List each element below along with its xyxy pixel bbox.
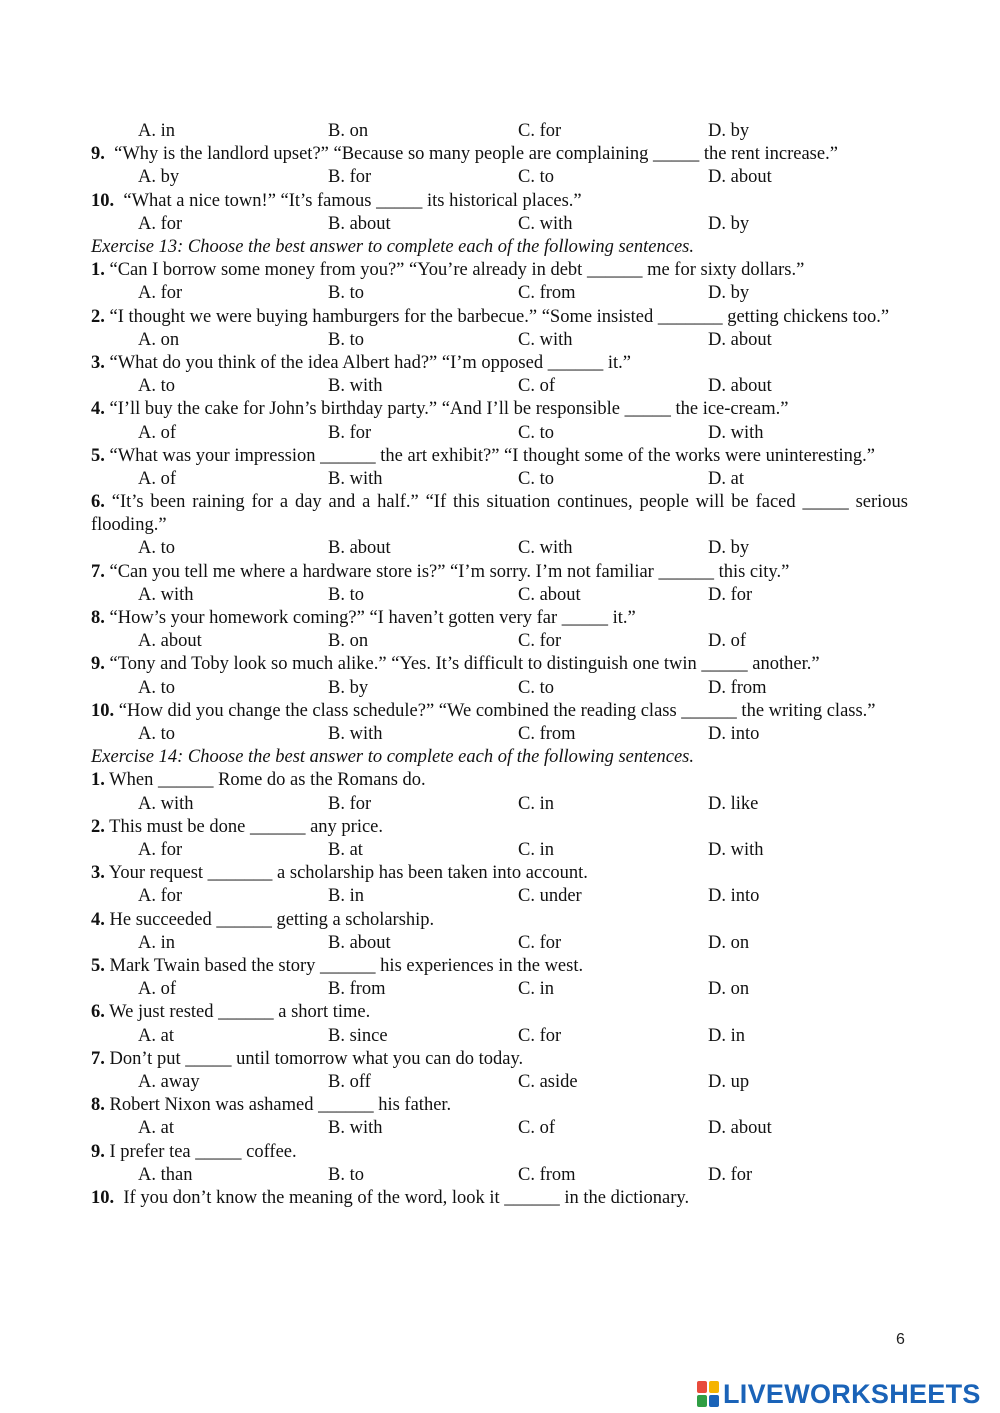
option-c[interactable]: C. to	[518, 167, 554, 188]
option-b[interactable]: B. for	[328, 793, 372, 814]
option-b[interactable]: B. with	[328, 468, 383, 489]
options-row	[91, 1071, 908, 1094]
option-d[interactable]: D. of	[708, 631, 747, 652]
question-text: “Why is the landlord upset?” “Because so many people are complaining _____ the rent increase.”	[114, 144, 838, 165]
question	[91, 352, 908, 398]
question-number: 4.	[91, 399, 105, 420]
option-c[interactable]: C. from	[518, 724, 576, 745]
option-a[interactable]: A. in	[138, 932, 175, 953]
question-text: I prefer tea _____ coffee.	[109, 1141, 297, 1162]
options-row	[91, 1117, 908, 1140]
option-b[interactable]: B. with	[328, 1118, 383, 1139]
question	[91, 769, 908, 815]
question	[91, 909, 908, 955]
option-d[interactable]: D. with	[708, 422, 764, 443]
option-a[interactable]: A. for	[138, 886, 183, 907]
option-a[interactable]: A. of	[138, 422, 177, 443]
question	[91, 190, 908, 236]
question	[91, 653, 908, 699]
question-text: “Can I borrow some money from you?” “You’re already in debt ______ me for sixty dollars.”	[109, 260, 805, 281]
option-b[interactable]: B. about	[328, 538, 391, 559]
exercise-13-questions	[91, 259, 908, 746]
option-a[interactable]: A. than	[138, 1164, 193, 1185]
question-number: 5.	[91, 445, 105, 466]
option-d[interactable]: D. up	[708, 1071, 750, 1092]
options-row	[91, 885, 908, 908]
option-c[interactable]: C. for	[518, 1025, 562, 1046]
question-text: If you don’t know the meaning of the word, look it ______ in the dictionary.	[123, 1187, 690, 1208]
options-row	[91, 932, 908, 955]
question-number: 6.	[91, 1002, 105, 1023]
option-d[interactable]: D. like	[708, 793, 759, 814]
options-row	[91, 677, 908, 700]
option-c[interactable]: C. with	[518, 213, 573, 234]
option-a[interactable]: A. to	[138, 538, 175, 559]
option-b[interactable]: B. with	[328, 724, 383, 745]
option-a[interactable]: A. by	[138, 167, 180, 188]
option-c[interactable]: C. of	[518, 1118, 555, 1139]
option-b[interactable]: B. for	[328, 422, 372, 443]
exercise-13-title: Exercise 13: Choose the best answer to complete each of the following sentences.	[91, 236, 694, 257]
question	[91, 955, 908, 1001]
option-c[interactable]: C. for	[518, 121, 562, 141]
options-row	[91, 422, 908, 445]
question	[91, 607, 908, 653]
options-row	[91, 375, 908, 398]
exercise-14-questions	[91, 769, 908, 1210]
question	[91, 491, 908, 561]
liveworksheets-logo[interactable]	[697, 1379, 981, 1409]
option-b[interactable]: B. about	[328, 213, 391, 234]
option-a[interactable]: A. of	[138, 468, 177, 489]
option-b[interactable]: B. to	[328, 329, 364, 350]
logo-square-2	[709, 1381, 719, 1393]
option-d[interactable]: D. in	[708, 1025, 745, 1046]
exercise-14-title: Exercise 14: Choose the best answer to complete each of the following sentences.	[91, 747, 694, 768]
option-b[interactable]: B. by	[328, 677, 369, 698]
question	[91, 445, 908, 491]
question	[91, 306, 908, 352]
option-d[interactable]: D. about	[708, 376, 772, 397]
options-row	[91, 584, 908, 607]
option-b[interactable]: B. from	[328, 979, 386, 1000]
question-number: 2.	[91, 816, 105, 837]
option-a[interactable]: A. for	[138, 213, 183, 234]
option-c[interactable]: C. in	[518, 979, 554, 1000]
question	[91, 1094, 908, 1140]
option-b[interactable]: B. on	[328, 121, 369, 141]
options-row	[91, 839, 908, 862]
question-text: When ______ Rome do as the Romans do.	[109, 770, 426, 791]
option-c[interactable]: C. with	[518, 538, 573, 559]
option-a[interactable]: A. with	[138, 584, 194, 605]
question	[91, 398, 908, 444]
options-row	[91, 213, 908, 236]
question	[91, 143, 908, 189]
option-a[interactable]: A. on	[138, 329, 180, 350]
option-a[interactable]: A. to	[138, 677, 175, 698]
question	[91, 816, 908, 862]
question	[91, 1141, 908, 1187]
question-number: 2.	[91, 306, 105, 327]
question-text: Robert Nixon was ashamed ______ his father.	[109, 1095, 452, 1116]
option-a[interactable]: A. about	[138, 631, 202, 652]
question	[91, 1001, 908, 1047]
question-number: 9.	[91, 1141, 105, 1162]
question-text: He succeeded ______ getting a scholarship.	[109, 909, 435, 930]
option-b[interactable]: B. since	[328, 1025, 388, 1046]
question-text: “Can you tell me where a hardware store is?” “I’m sorry. I’m not familiar ______ this city.”	[109, 561, 790, 582]
question-number: 10.	[91, 700, 115, 721]
options-row	[91, 630, 908, 653]
question-text: “I thought we were buying hamburgers for the barbecue.” “Some insisted _______ getting chickens too.”	[109, 306, 890, 327]
option-b[interactable]: B. to	[328, 584, 364, 605]
option-a[interactable]: A. for	[138, 840, 183, 861]
option-b[interactable]: B. on	[328, 631, 369, 652]
option-d[interactable]: D. with	[708, 840, 764, 861]
question-text: “How’s your homework coming?” “I haven’t gotten very far _____ it.”	[109, 608, 636, 629]
question	[91, 700, 908, 746]
page-number: 6	[896, 1331, 905, 1348]
question-text: Your request _______ a scholarship has been taken into account.	[108, 863, 588, 884]
option-c[interactable]: C. to	[518, 468, 554, 489]
question	[91, 259, 908, 305]
option-b[interactable]: B. at	[328, 840, 363, 861]
options-row	[91, 723, 908, 746]
option-b[interactable]: B. for	[328, 167, 372, 188]
question	[91, 862, 908, 908]
option-c[interactable]: C. from	[518, 1164, 576, 1185]
option-d[interactable]: D. by	[708, 213, 750, 234]
option-a[interactable]: A. of	[138, 979, 177, 1000]
option-a[interactable]: A. at	[138, 1118, 174, 1139]
option-c[interactable]: C. aside	[518, 1071, 578, 1092]
option-c[interactable]: C. to	[518, 677, 554, 698]
question-number: 4.	[91, 909, 105, 930]
option-d[interactable]: D. for	[708, 1164, 753, 1185]
top-options	[91, 120, 908, 143]
option-c[interactable]: C. about	[518, 584, 581, 605]
options-row	[91, 166, 908, 189]
option-c[interactable]: C. in	[518, 793, 554, 814]
question-text: Don’t put _____ until tomorrow what you can do today.	[109, 1048, 524, 1069]
question-number: 3.	[91, 863, 105, 884]
options-row	[91, 282, 908, 305]
option-b[interactable]: B. to	[328, 283, 364, 304]
option-a[interactable]: A. at	[138, 1025, 174, 1046]
logo-square-4	[709, 1395, 719, 1407]
option-c[interactable]: C. for	[518, 631, 562, 652]
option-d[interactable]: D. for	[708, 584, 753, 605]
option-d[interactable]: D. at	[708, 468, 744, 489]
question-number: 3.	[91, 352, 105, 373]
option-a[interactable]: A. for	[138, 283, 183, 304]
question-text: “How did you change the class schedule?” “We combined the reading class ______ the writing class.”	[118, 700, 876, 721]
question-text: “Tony and Toby look so much alike.” “Yes. It’s difficult to distinguish one twin _____ another.”	[109, 654, 820, 675]
options-row	[91, 537, 908, 560]
option-d[interactable]: D. into	[708, 724, 760, 745]
option-d[interactable]: D. into	[708, 886, 760, 907]
question-text: “It’s been raining for a day and a half.” “If this situation continues, people will be faced _____ serious flooding.”	[91, 492, 908, 536]
question-text: This must be done ______ any price.	[109, 816, 384, 837]
question-text: “What a nice town!” “It’s famous _____ its historical places.”	[123, 190, 582, 211]
logo-text: LIVEWORKSHEETS	[723, 1378, 981, 1409]
worksheet-content	[91, 120, 908, 1210]
option-b[interactable]: B. in	[328, 886, 364, 907]
question-number: 6.	[91, 492, 105, 513]
question-text: “I’ll buy the cake for John’s birthday party.” “And I’ll be responsible _____ the ice-cream.”	[109, 399, 789, 420]
option-c[interactable]: C. under	[518, 886, 582, 907]
question-number: 8.	[91, 1095, 105, 1116]
question-number: 1.	[91, 770, 105, 791]
option-b[interactable]: B. off	[328, 1071, 371, 1092]
options-row	[91, 978, 908, 1001]
option-b[interactable]: B. with	[328, 376, 383, 397]
options-row	[91, 793, 908, 816]
option-b[interactable]: B. to	[328, 1164, 364, 1185]
logo-square-3	[697, 1395, 707, 1407]
option-b[interactable]: B. about	[328, 932, 391, 953]
question-text: We just rested ______ a short time.	[109, 1002, 371, 1023]
question-number: 7.	[91, 1048, 105, 1069]
option-d[interactable]: D. by	[708, 121, 750, 141]
option-a[interactable]: A. with	[138, 793, 194, 814]
option-c[interactable]: C. for	[518, 932, 562, 953]
option-d[interactable]: D. about	[708, 1118, 772, 1139]
option-d[interactable]: D. by	[708, 283, 750, 304]
question-number: 10.	[91, 190, 115, 211]
question-text: “What do you think of the idea Albert had?” “I’m opposed ______ it.”	[109, 352, 631, 373]
logo-square-1	[697, 1381, 707, 1393]
option-a[interactable]: A. to	[138, 724, 175, 745]
option-a[interactable]: A. away	[138, 1071, 200, 1092]
question-number: 10.	[91, 1187, 115, 1208]
options-row	[91, 1164, 908, 1187]
option-c[interactable]: C. from	[518, 283, 576, 304]
option-d[interactable]: D. on	[708, 932, 750, 953]
question	[91, 1048, 908, 1094]
option-c[interactable]: C. with	[518, 329, 573, 350]
option-d[interactable]: D. from	[708, 677, 767, 698]
option-d[interactable]: D. about	[708, 329, 772, 350]
option-a[interactable]: A. in	[138, 121, 175, 141]
option-c[interactable]: C. to	[518, 422, 554, 443]
question-number: 9.	[91, 144, 105, 165]
option-d[interactable]: D. by	[708, 538, 750, 559]
option-c[interactable]: C. of	[518, 376, 555, 397]
question-text: Mark Twain based the story ______ his experiences in the west.	[109, 955, 584, 976]
option-a[interactable]: A. to	[138, 376, 175, 397]
option-d[interactable]: D. about	[708, 167, 772, 188]
option-d[interactable]: D. on	[708, 979, 750, 1000]
options-row	[91, 468, 908, 491]
question-number: 7.	[91, 561, 105, 582]
options-row	[91, 1025, 908, 1048]
question-number: 9.	[91, 654, 105, 675]
question-number: 1.	[91, 260, 105, 281]
logo-icon	[697, 1381, 719, 1407]
option-c[interactable]: C. in	[518, 840, 554, 861]
question-text: “What was your impression ______ the art exhibit?” “I thought some of the works were uninteresting.”	[109, 445, 875, 466]
question-number: 5.	[91, 955, 105, 976]
question	[91, 561, 908, 607]
options-row	[91, 329, 908, 352]
question-number: 8.	[91, 608, 105, 629]
question	[91, 1187, 908, 1210]
